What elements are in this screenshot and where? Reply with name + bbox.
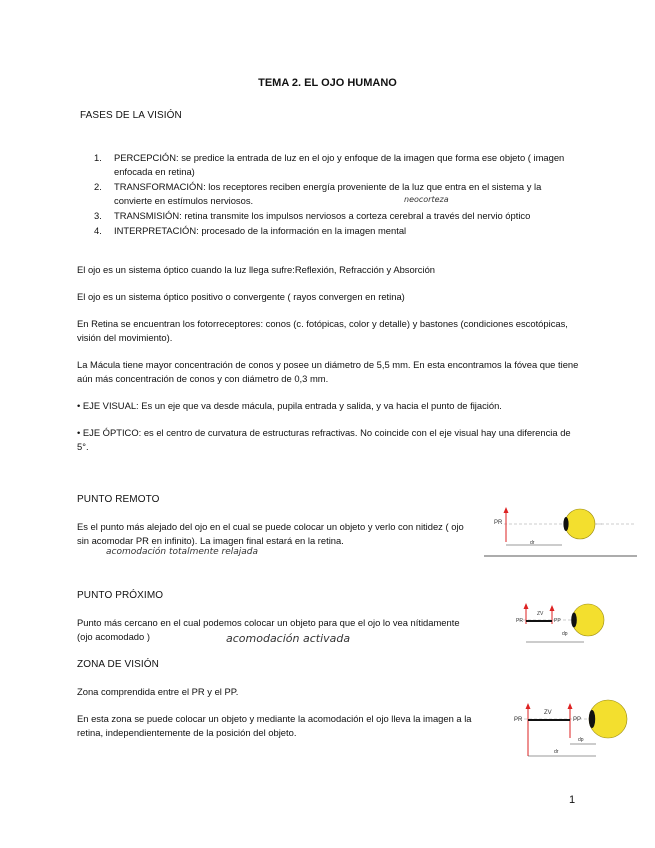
- paragraph-sistema-optico: El ojo es un sistema óptico cuando la luz llega sufre:Reflexión, Refracción y Absorción: [77, 264, 436, 275]
- eye-cornea: [563, 517, 568, 531]
- pr-label: PR: [516, 618, 523, 624]
- fases-heading: FASES DE LA VISIÓN: [80, 110, 182, 121]
- pr-label: PR: [494, 520, 503, 526]
- punto-proximo-heading: PUNTO PRÓXIMO: [77, 590, 164, 601]
- pr-arrowhead: [526, 703, 531, 709]
- fase-text: TRANSMISIÓN: retina transmite los impulsos nerviosos a corteza cerebral a través del nervio óptico: [114, 210, 531, 221]
- pr-label: PR: [514, 717, 523, 723]
- distance-label: dr: [530, 540, 535, 546]
- fase-item-transformacion: [92, 180, 572, 208]
- distance-label: dp: [562, 631, 568, 637]
- fase-item-percepcion: [92, 151, 572, 179]
- zona-vision-text2: En esta zona se puede colocar un objeto y mediante la acomodación el ojo lleva la imagen a la retina, independientemente de la posición del objeto.: [77, 713, 472, 738]
- zv-label: ZV: [537, 611, 544, 617]
- pp-arrowhead: [568, 703, 573, 709]
- eye-cornea: [571, 613, 577, 628]
- zv-label: ZV: [544, 710, 552, 716]
- pp-arrowhead: [550, 605, 555, 611]
- fase-text: PERCEPCIÓN: se predice la entrada de luz en el ojo y enfoque de la imagen que forma ese objeto ( imagen enfocada en retina): [114, 152, 565, 177]
- paragraph-retina: En Retina se encuentran los fotorreceptores: conos (c. fotópicas, color y detalle) y bastones (condiciones escotópicas, visión del movimiento).: [77, 318, 568, 343]
- paragraph-convergente: El ojo es un sistema óptico positivo o convergente ( rayos convergen en retina): [77, 291, 405, 302]
- paragraph-eje-optico: • EJE ÓPTICO: es el centro de curvatura de estructuras refractivas. No coincide con el eje visual hay una diferencia de 5°.: [77, 427, 571, 452]
- fase-number: 4.: [94, 225, 102, 236]
- paragraph-eje-visual: • EJE VISUAL: Es un eje que va desde mácula, pupila entrada y salida, y va hacia el punto de fijación.: [77, 400, 502, 411]
- fases-list: [92, 151, 572, 239]
- fase-number: 3.: [94, 210, 102, 221]
- fase-text: INTERPRETACIÓN: procesado de la información en la imagen mental: [114, 225, 407, 236]
- fase-number: 2.: [94, 181, 102, 192]
- punto-remoto-heading: PUNTO REMOTO: [77, 494, 160, 505]
- pp-label: PP: [573, 717, 582, 723]
- punto-proximo-diagram: [504, 600, 614, 652]
- fase-item-transmision: [92, 209, 572, 223]
- object-arrowhead: [504, 507, 509, 513]
- pr-arrowhead: [524, 603, 529, 609]
- eye-globe: [565, 509, 595, 539]
- zona-vision-heading: ZONA DE VISIÓN: [77, 659, 159, 670]
- document-title: TEMA 2. EL OJO HUMANO: [258, 77, 397, 89]
- fase-text: TRANSFORMACIÓN: los receptores reciben energía proveniente de la luz que entra en el sistema y la convierte en estímulos nerviosos.: [114, 181, 542, 206]
- fase-number: 1.: [94, 152, 102, 163]
- paragraph-macula: La Mácula tiene mayor concentración de conos y posee un diámetro de 5,5 mm. En esta encontramos la fóvea que tiene aún más concentración de conos y con diámetro de 0,3 mm.: [77, 359, 579, 384]
- punto-remoto-text: Es el punto más alejado del ojo en el cual se puede colocar un objeto y verlo con nitidez ( ojo sin acomodar PR en infinito). La imagen final estará en la retina.: [77, 521, 464, 546]
- punto-proximo-text: Punto más cercano en el cual podemos colocar un objeto para que el ojo lo vea nítidamente (ojo acomodado ): [77, 617, 460, 642]
- zona-vision-diagram: [504, 694, 629, 766]
- eye-cornea: [589, 710, 595, 728]
- handwritten-note-neocorteza: neocorteza: [404, 195, 449, 204]
- handwritten-note-relajada: acomodación totalmente relajada: [106, 547, 259, 557]
- page-number: 1: [569, 794, 576, 806]
- zona-vision-text1: Zona comprendida entre el PR y el PP.: [77, 686, 239, 697]
- fase-item-interpretacion: [92, 224, 572, 238]
- handwritten-note-activada: acomodación activada: [226, 632, 351, 645]
- dp-label: dp: [578, 737, 584, 743]
- punto-remoto-diagram: [484, 504, 640, 558]
- dr-label: dr: [554, 749, 559, 755]
- pp-label: PP: [554, 618, 561, 624]
